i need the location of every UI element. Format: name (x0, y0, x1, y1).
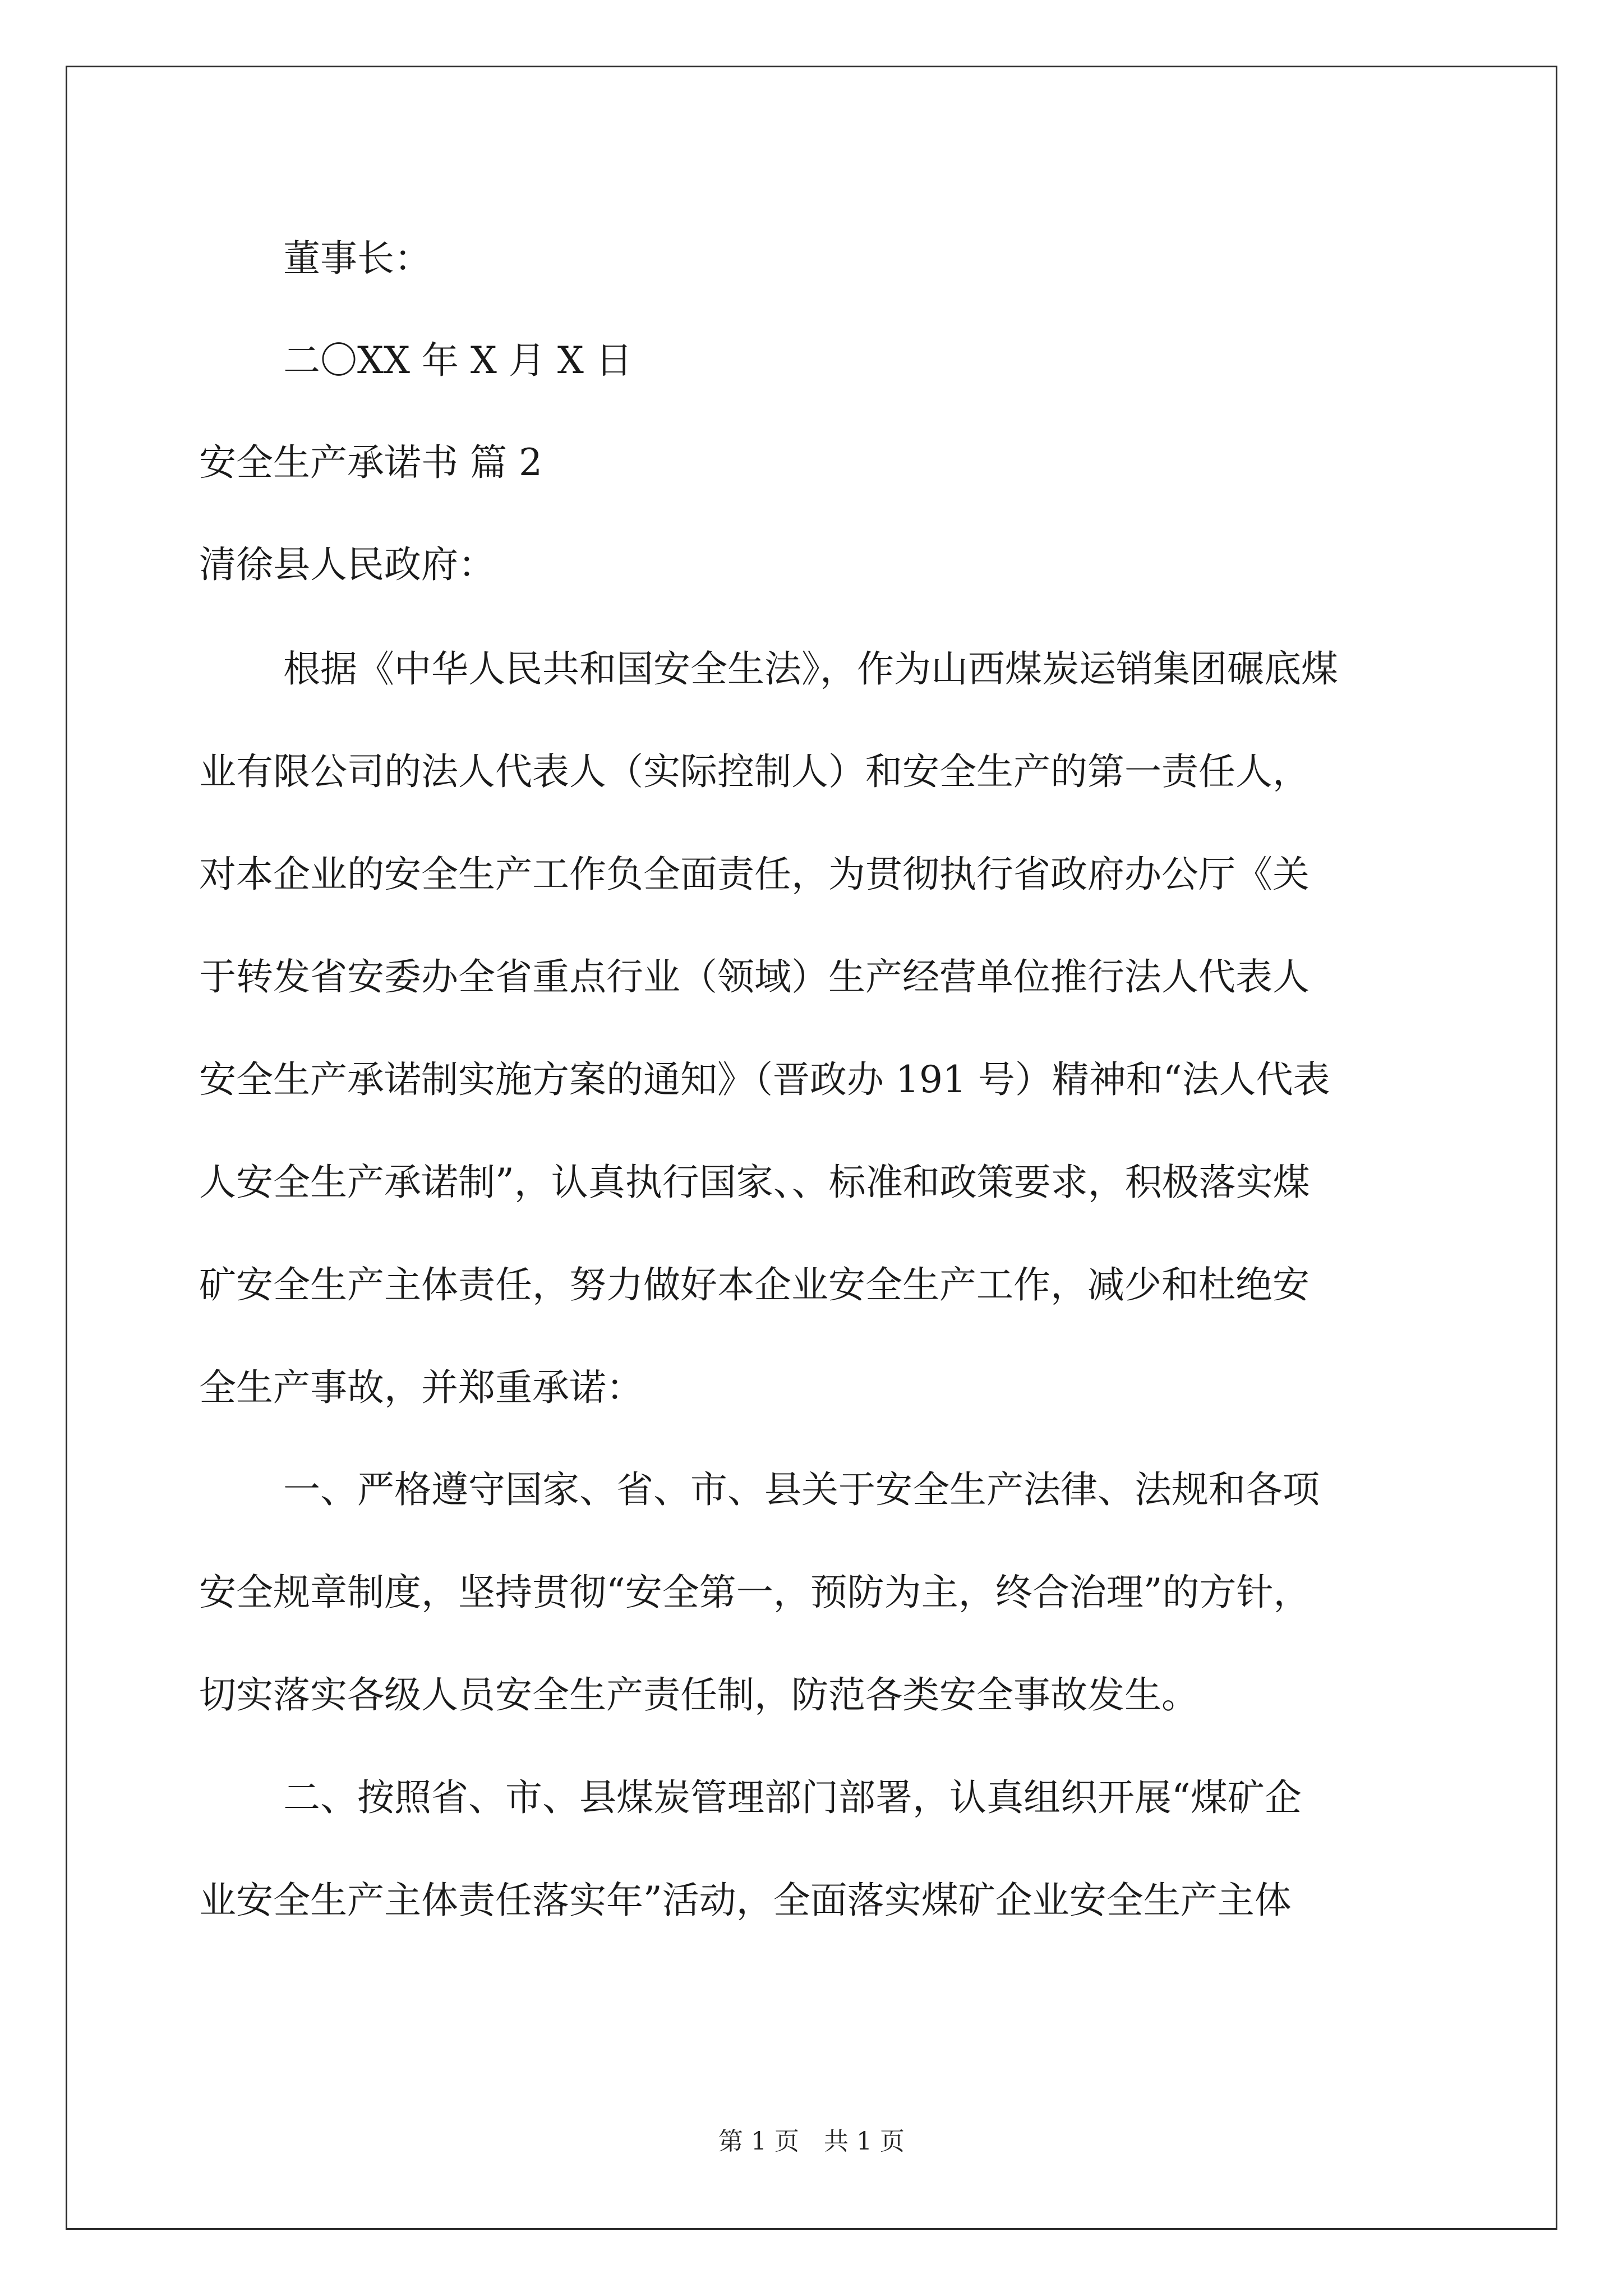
body-line: 全生产事故，并郑重承诺： (199, 1366, 643, 1409)
body-line: 业有限公司的法人代表人（实际控制人）和安全生产的第一责任人， (199, 750, 1310, 793)
body-line: 根据《中华人民共和国安全生法》，作为山西煤炭运销集团碾底煤 (283, 647, 1338, 691)
body-line: 矿安全生产主体责任，努力做好本企业安全生产工作，减少和杜绝安 (199, 1263, 1310, 1306)
body-line: 人安全生产承诺制”，认真执行国家、、标准和政策要求，积极落实煤 (199, 1161, 1310, 1204)
signature-chairman: 董事长： (283, 237, 431, 280)
body-line: 安全生产承诺制实施方案的通知》（晋政办 191 号）精神和“法人代表 (199, 1058, 1330, 1101)
signature-date: 二〇XX 年 X 月 X 日 (283, 339, 633, 382)
page-number: 第 1 页 共 1 页 (718, 2127, 905, 2156)
body-line: 对本企业的安全生产工作负全面责任，为贯彻执行省政府办公厅《关 (199, 853, 1310, 896)
body-line: 于转发省安委办全省重点行业（领域）生产经营单位推行法人代表人 (199, 955, 1310, 999)
section-heading: 安全生产承诺书 篇 2 (199, 441, 542, 484)
body-line: 一、严格遵守国家、省、市、县关于安全生产法律、法规和各项 (283, 1468, 1320, 1511)
body-line: 二、按照省、市、县煤炭管理部门部署，认真组织开展“煤矿企 (283, 1776, 1302, 1819)
addressee: 清徐县人民政府： (199, 543, 495, 586)
body-line: 安全规章制度，坚持贯彻“安全第一，预防为主，终合治理”的方针， (199, 1571, 1311, 1614)
body-line: 业安全生产主体责任落实年”活动，全面落实煤矿企业安全生产主体 (199, 1879, 1292, 1922)
body-line: 切实落实各级人员安全生产责任制，防范各类安全事故发生。 (199, 1673, 1198, 1717)
